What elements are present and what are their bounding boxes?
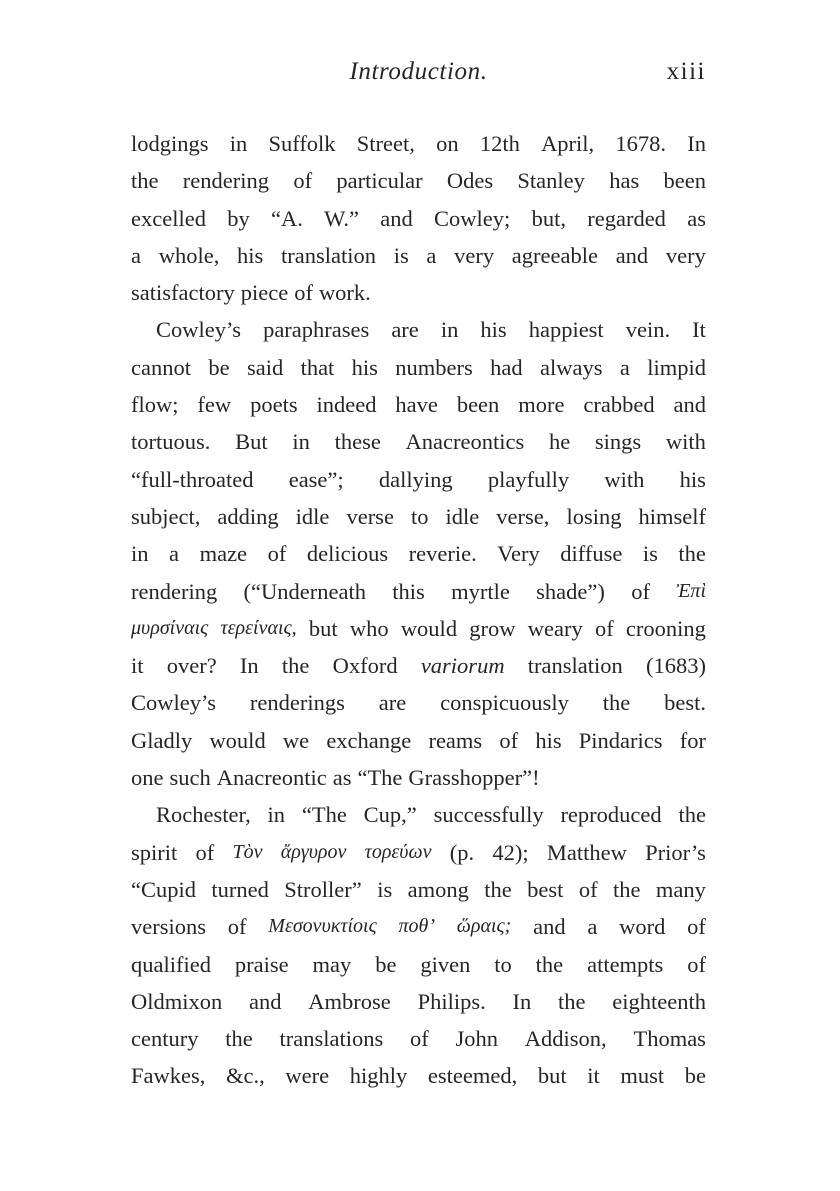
running-title: Introduction. xyxy=(349,58,488,85)
text-line: lodgings in Suffolk Street, on 12th April, 1678. In xyxy=(131,131,706,156)
text-line: “Cupid turned Stroller” is among the best of the many xyxy=(131,876,706,902)
text-line: Oldmixon and Ambrose Philips. In the eighteenth xyxy=(131,988,706,1014)
text-line: satisfactory piece of work. xyxy=(131,280,371,306)
page-number: xiii xyxy=(666,58,706,85)
text-line: it over? In the Oxford variorum translation (1683) xyxy=(131,653,706,679)
body-text xyxy=(131,125,706,1095)
running-head xyxy=(131,58,706,98)
text-line: one such Anacreontic as “The Grasshopper”! xyxy=(131,765,540,791)
text-line: “full-throated ease”; dallying playfully with his xyxy=(131,466,706,492)
text-line: in a maze of delicious reverie. Very diffuse is the xyxy=(131,541,706,567)
text-line: qualified praise may be given to the attempts of xyxy=(131,951,706,977)
text-line: Cowley’s renderings are conspicuously the best. xyxy=(131,690,706,716)
text-line: the rendering of particular Odes Stanley has been xyxy=(131,168,706,194)
text-line: spirit of Τὸν ἄργυρον τορεύων (p. 42); Matthew Prior’s xyxy=(131,839,706,865)
text-line: flow; few poets indeed have been more crabbed and xyxy=(131,392,706,418)
text-line: Rochester, in “The Cup,” successfully reproduced the xyxy=(156,802,706,828)
text-line: tortuous. But in these Anacreontics he sings with xyxy=(131,429,706,455)
text-line: century the translations of John Addison, Thomas xyxy=(131,1026,706,1052)
text-line: Fawkes, &c., were highly esteemed, but it must be xyxy=(131,1063,706,1089)
text-line: Gladly would we exchange reams of his Pindarics for xyxy=(131,727,706,753)
text-line: rendering (“Underneath this myrtle shade”) of Ἐπὶ xyxy=(131,578,706,604)
text-line: subject, adding idle verse to idle verse, losing himself xyxy=(131,503,706,529)
text-line: μυρσίναις τερείναις, but who would grow weary of crooning xyxy=(131,615,706,641)
text-line: Cowley’s paraphrases are in his happiest vein. It xyxy=(156,317,706,343)
text-line: a whole, his translation is a very agreeable and very xyxy=(131,242,706,268)
text-line: excelled by “A. W.” and Cowley; but, regarded as xyxy=(131,205,706,231)
text-line: cannot be said that his numbers had always a limpid xyxy=(131,354,706,380)
text-line: versions of Μεσονυκτίοις ποθ’ ὥραις; and a word of xyxy=(131,914,706,940)
